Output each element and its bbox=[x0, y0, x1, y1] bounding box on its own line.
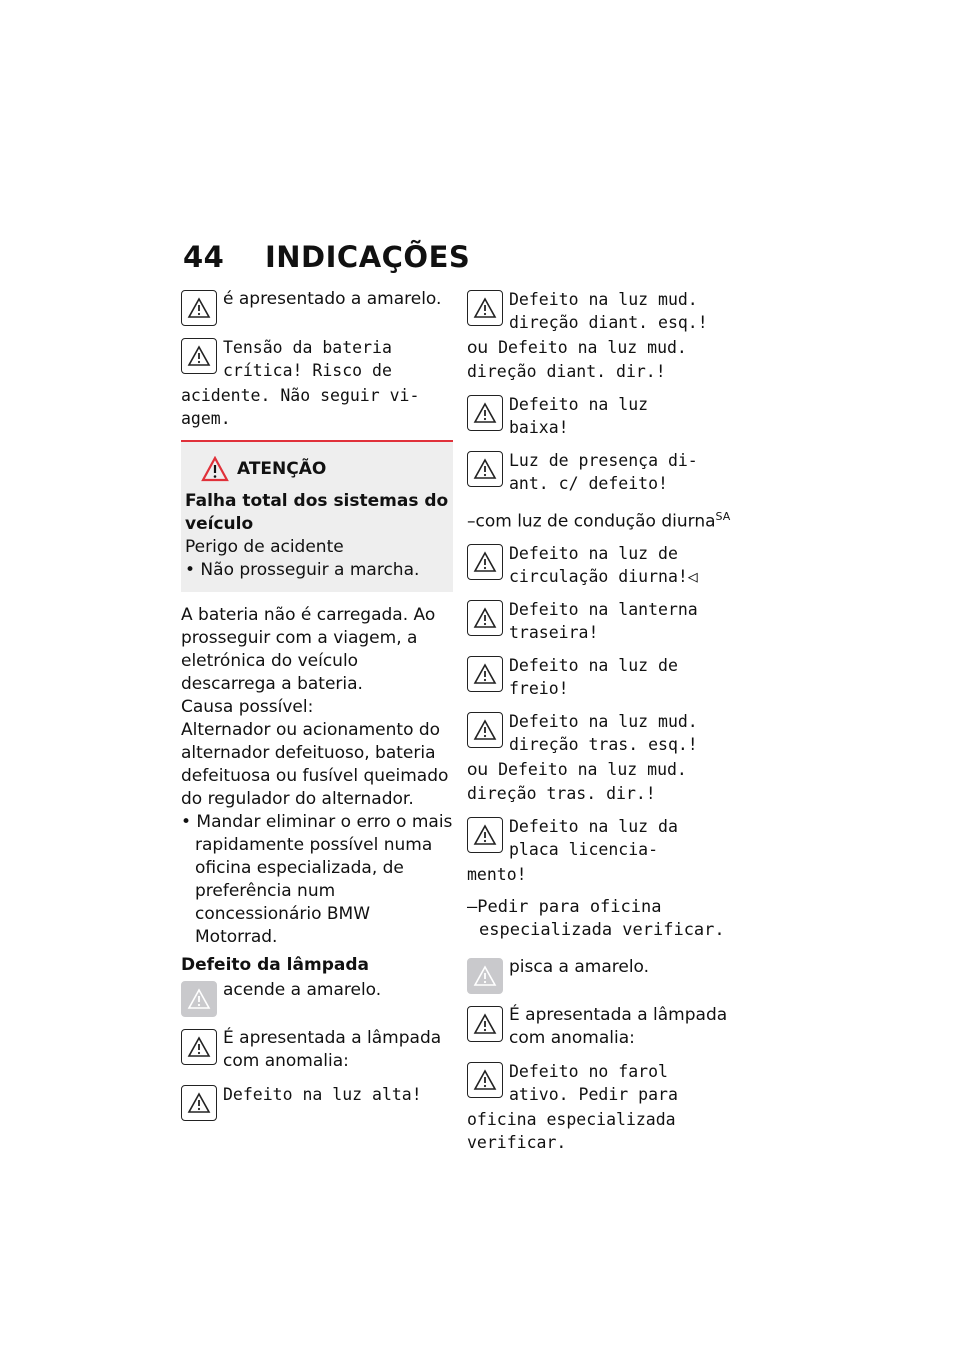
paragraph: Causa possível: bbox=[181, 697, 314, 717]
display-message-cont: acidente. Não seguir vi- agem. bbox=[181, 386, 420, 428]
display-message-cont: mento! bbox=[467, 864, 527, 884]
indicator-text: É apresentada a lâmpada com anomalia: bbox=[223, 1028, 442, 1071]
warning-triangle-icon bbox=[467, 290, 503, 326]
right-column bbox=[467, 288, 757, 1164]
message-row bbox=[467, 542, 757, 588]
display-message-cont: oficina especializada verificar. bbox=[467, 1109, 676, 1152]
message-row bbox=[467, 598, 757, 644]
message-row bbox=[181, 336, 453, 382]
indicator-text: é apresentado a amarelo. bbox=[223, 289, 442, 309]
warning-triangle-icon bbox=[467, 656, 503, 692]
warning-bullet: • Não prosseguir a marcha. bbox=[185, 560, 420, 580]
warning-triangle-icon bbox=[467, 958, 503, 994]
page-header bbox=[183, 240, 470, 274]
warning-triangle-icon bbox=[181, 981, 217, 1017]
display-message: Defeito no farol ativo. Pedir para bbox=[509, 1061, 678, 1104]
warning-triangle-icon bbox=[467, 451, 503, 487]
warning-triangle-icon bbox=[181, 290, 217, 326]
message-row bbox=[467, 449, 757, 495]
indicator-text: pisca a amarelo. bbox=[509, 956, 650, 977]
warning-triangle-icon bbox=[467, 1062, 503, 1098]
dash-item: –Pedir para oficina especializada verificar. bbox=[467, 896, 725, 940]
dash-item: –com luz de condução diurna$^{SA}$ bbox=[467, 510, 731, 532]
message-row bbox=[467, 393, 757, 439]
warning-title bbox=[201, 456, 449, 482]
warning-triangle-icon bbox=[467, 600, 503, 636]
warning-triangle-icon bbox=[467, 712, 503, 748]
display-message: Defeito na luz alta! bbox=[223, 1085, 422, 1104]
display-message: Defeito na luz de circulação diurna!◁ bbox=[509, 543, 698, 586]
message-row bbox=[181, 1083, 453, 1121]
display-message: Tensão da bateria crítica! Risco de bbox=[223, 338, 392, 380]
page-title: INDICAÇÕES bbox=[265, 240, 471, 274]
paragraph: Alternador ou acionamento do alternador defeituoso, bateria defeituosa ou fusível queimado do regulador do alternador. bbox=[181, 720, 449, 809]
warning-triangle-icon bbox=[181, 1085, 217, 1121]
warning-text: Perigo de acidente bbox=[185, 537, 344, 557]
warning-triangle-icon bbox=[467, 817, 503, 853]
left-column bbox=[181, 288, 453, 1131]
display-message: Defeito na luz mud. direção tras. esq.! bbox=[509, 711, 698, 754]
paragraph: A bateria não é carregada. Ao prosseguir com a viagem, a eletrónica do veículo descarrega a bateria. bbox=[181, 605, 436, 694]
warning-label: ATENÇÃO bbox=[237, 459, 327, 479]
indicator-row bbox=[181, 979, 453, 1017]
display-message-cont: ou Defeito na luz mud. direção diant. dir.! bbox=[467, 338, 687, 381]
indicator-row bbox=[467, 1004, 757, 1050]
page-number: 44 bbox=[183, 240, 225, 274]
message-row bbox=[467, 288, 757, 334]
warning-triangle-icon bbox=[181, 1029, 217, 1065]
display-message: Defeito na luz de freio! bbox=[509, 655, 678, 698]
indicator-text: É apresentada a lâmpada com anomalia: bbox=[509, 1004, 728, 1048]
display-message: Defeito na luz mud. direção diant. esq.! bbox=[509, 290, 708, 332]
message-row bbox=[467, 654, 757, 700]
message-row bbox=[467, 710, 757, 756]
display-message: Luz de presença di- ant. c/ defeito! bbox=[509, 451, 698, 493]
display-message-cont: ou Defeito na luz mud. direção tras. dir.! bbox=[467, 759, 687, 803]
subheading: Defeito da lâmpada bbox=[181, 955, 369, 975]
warning-triangle-icon bbox=[467, 544, 503, 580]
indicator-row bbox=[467, 956, 757, 994]
display-message: Defeito na luz baixa! bbox=[509, 395, 649, 437]
message-row bbox=[467, 1060, 757, 1106]
display-message: Defeito na luz da placa licencia- bbox=[509, 816, 678, 859]
display-message: Defeito na lanterna traseira! bbox=[509, 599, 698, 642]
indicator-text: acende a amarelo. bbox=[223, 980, 382, 1000]
bullet-item: • Mandar eliminar o erro o mais rapidamente possível numa oficina especializada, de preferência num concessionário BMW Motorrad. bbox=[181, 812, 453, 947]
warning-triangle-red-icon bbox=[201, 456, 229, 482]
message-row bbox=[467, 815, 757, 861]
indicator-row bbox=[181, 1027, 453, 1073]
warning-triangle-icon bbox=[467, 395, 503, 431]
warning-heading: Falha total dos sistemas do veículo bbox=[185, 491, 449, 534]
indicator-row bbox=[181, 288, 453, 326]
warning-triangle-icon bbox=[467, 1006, 503, 1042]
warning-box bbox=[181, 440, 453, 592]
warning-triangle-icon bbox=[181, 338, 217, 374]
